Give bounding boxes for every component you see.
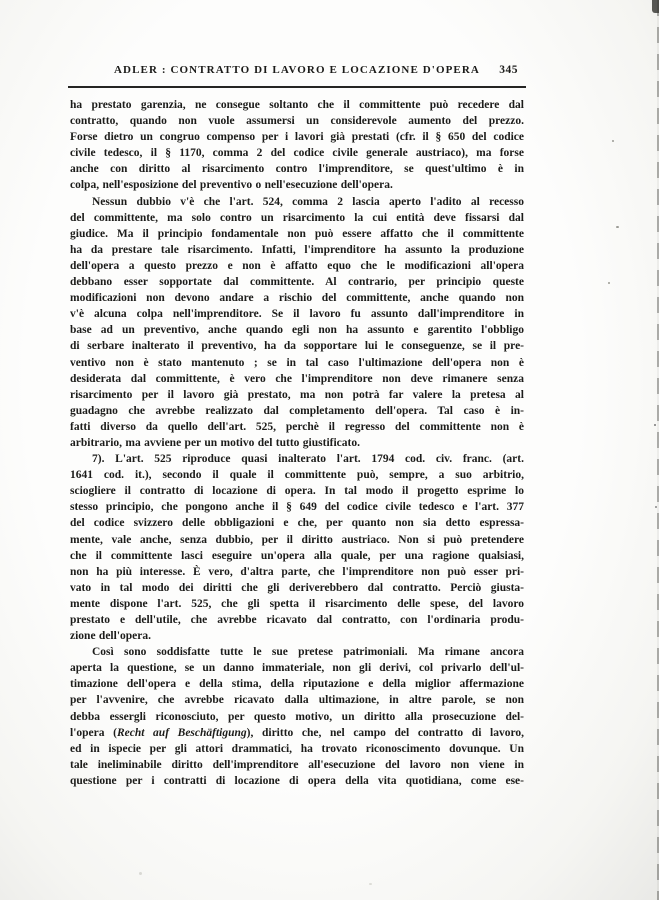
text-line: desiderata dal committente, è vero che l'imprenditore non deve rimanere senza bbox=[70, 372, 524, 385]
running-head bbox=[70, 64, 524, 84]
text-line: ha prestato garenzia, ne consegue soltanto che il committente può recedere dal bbox=[70, 99, 524, 111]
text-line: colpa, nell'esposizione del preventivo o nell'esecuzione dell'opera. bbox=[70, 179, 393, 192]
text-line: contratto, quando non vuole assumersi un considerevole aumento del prezzo. bbox=[70, 115, 524, 128]
text-line: dell'opera a questo prezzo e non è affatto equo che le modificazioni all'opera bbox=[70, 259, 524, 272]
text-line: stesso principio, che pongono anche il § 649 del codice civile tedesco e l'art. 377 bbox=[70, 501, 524, 514]
text-line: debbano esser sopportate dal committente. Al contrario, per principio queste bbox=[70, 276, 524, 289]
text-line: zione dell'opera. bbox=[70, 630, 151, 643]
text-line: sciogliere il contratto di locazione di opera. In tal modo il progetto esprime lo bbox=[70, 485, 524, 498]
text-line: guadagno che avrebbe realizzato dal completamento dell'opera. Tal caso è in- bbox=[70, 404, 524, 417]
paragraph bbox=[70, 451, 524, 644]
text-line: aperta la questione, se un danno immateriale, non gli derivi, col privarlo dell'ul- bbox=[70, 662, 524, 675]
text-line: mente dispone l'art. 525, che gli spetta il risarcimento delle spese, del lavoro bbox=[70, 597, 524, 610]
text-body bbox=[70, 97, 524, 789]
text-line: tale ineliminabile diritto dell'imprenditore all'esecuzione del lavoro non viene in bbox=[70, 758, 524, 771]
text-line: timazione dell'opera e della stima, della riputazione e della miglior affermazione bbox=[70, 678, 524, 691]
scan-speck bbox=[616, 226, 619, 228]
scan-speck bbox=[139, 872, 142, 875]
text-line: del codice svizzero delle obbligazioni e che, per quanto non sia detto espressa- bbox=[70, 517, 524, 530]
scan-speck bbox=[612, 140, 614, 142]
text-line: ha da prestare tale risarcimento. Infatti, l'imprenditore ha assunto la produzione bbox=[70, 243, 524, 256]
text-line: anche con diritto al risarcimento contro l'imprenditore, se quest'ultimo è in bbox=[70, 163, 524, 176]
text-line: ed in ispecie per gli attori drammatici, ha trovato riconoscimento dovunque. Un bbox=[70, 742, 524, 755]
text-line: civile tedesco, il § 1170, comma 2 del codice civile generale austriaco), ma forse bbox=[70, 147, 524, 160]
scan-corner-mark bbox=[652, 0, 659, 13]
text-line: 7). L'art. 525 riproduce quasi inalterato l'art. 1794 cod. civ. franc. (art. bbox=[92, 453, 524, 466]
scan-speck bbox=[608, 282, 610, 284]
text-line: arbitrario, ma avviene per un motivo del tutto giustificato. bbox=[70, 436, 360, 449]
text-line: ventivo non è stato mantenuto ; se in tal caso l'ultimazione dell'opera non è bbox=[70, 356, 524, 369]
text-line: modificazioni non devono andare a rischio del committente, anche quando non bbox=[70, 292, 524, 305]
text-line: mente, vale anche, senza dubbio, per il diritto austriaco. Non si può pretendere bbox=[70, 533, 524, 546]
text-line: Forse dietro un congruo compenso per i lavori già prestati (cfr. il § 650 del codice bbox=[70, 131, 524, 144]
text-line: fatti diverso da quello dell'art. 525, perchè il regresso del committente non è bbox=[70, 420, 524, 433]
text-line: 1641 cod. it.), secondo il quale il committente può, sempre, a suo arbitrio, bbox=[70, 469, 524, 482]
paragraph bbox=[70, 97, 524, 194]
text-line: Così sono soddisfatte tutte le sue pretese patrimoniali. Ma rimane ancora bbox=[92, 646, 524, 659]
paragraph bbox=[70, 194, 524, 452]
text-line: di serbare inalterato il preventivo, ha da sopportare lui le conseguenze, se il pre- bbox=[70, 340, 524, 353]
running-head-title: ADLER : CONTRATTO DI LAVORO E LOCAZIONE D'OPERA bbox=[114, 64, 480, 76]
text-line: l'opera (Recht auf Beschäftigung), diritto che, nel campo del contratto di lavoro, bbox=[70, 726, 524, 739]
text-line: prestato e dell'utile, che avrebbe ricavato dal contratto, con l'ordinaria produ- bbox=[70, 614, 524, 626]
text-line: risarcimento per il lavoro già prestato, ma non potrà far valere la pretesa al bbox=[70, 388, 524, 401]
scan-speck bbox=[654, 424, 656, 426]
text-line: questione per i contratti di locazione di opera della vita quotidiana, come ese- bbox=[70, 774, 524, 787]
scan-speck bbox=[655, 506, 657, 508]
text-line: per l'avvenire, che avrebbe ricavato dalla ultimazione, in altre parole, se non bbox=[70, 694, 524, 707]
text-line: giudice. Ma il principio fondamentale non può essere affatto che il committente bbox=[70, 227, 524, 240]
scan-speck bbox=[369, 883, 372, 885]
text-line: debba essergli riconosciuto, per questo motivo, un diritto alla prosecuzione del- bbox=[70, 710, 524, 723]
text-line: vato in tal modo dei diritti che gli deriverebbero dal contratto. Perciò giusta- bbox=[70, 581, 524, 594]
header-rule bbox=[68, 86, 526, 88]
paragraph bbox=[70, 644, 524, 789]
text-line: del committente, ma solo contro un risarcimento la cui entità deve fissarsi dal bbox=[70, 211, 524, 224]
text-line: non ha più interesse. È vero, d'altra parte, che l'imprenditore non può esser pri- bbox=[70, 565, 524, 578]
text-line: Nessun dubbio v'è che l'art. 524, comma 2 lascia aperto l'adito al recesso bbox=[92, 195, 524, 208]
text-line: v'è alcuna colpa nell'imprenditore. Se il lavoro fu assunto dall'imprenditore in bbox=[70, 308, 524, 321]
text-line: che il committente lasci eseguire un'opera alla quale, per una ragione qualsiasi, bbox=[70, 549, 524, 562]
page-number: 345 bbox=[499, 64, 518, 76]
text-line: base ad un preventivo, anche quando egli non ha assunto e garentito l'obbligo bbox=[70, 324, 524, 337]
